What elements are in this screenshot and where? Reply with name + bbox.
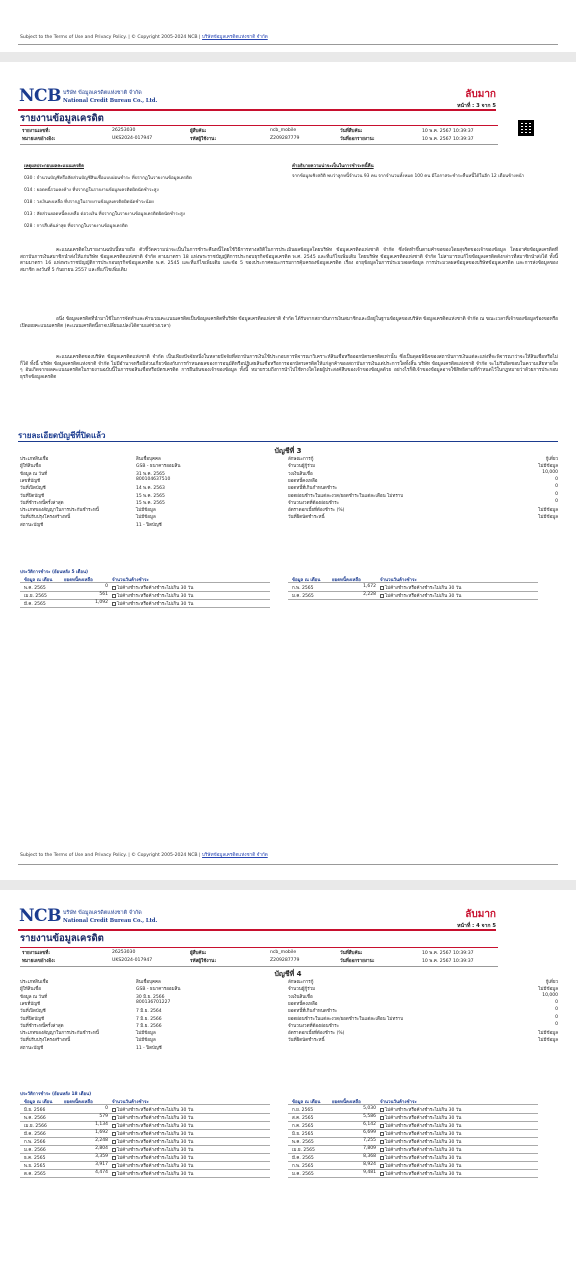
checkbox-icon — [112, 594, 116, 598]
field-value: ไม่มีข้อมูล — [538, 1031, 558, 1037]
reason-code: 028 : การสืบค้นล่าสุด ที่ปรากฏในรายงานข้อมูลเครดิต — [24, 224, 128, 229]
history-month: พ.ย. 2565 — [24, 1164, 46, 1169]
field-label: ประเภทสินเชื่อ — [20, 980, 49, 985]
checkbox-icon — [380, 1116, 384, 1120]
reason-code: 018 : วงเงินคงเหลือ ที่ปรากฏในรายงานข้อมูลเครดิตผิดนัดชำระน้อย — [24, 200, 154, 205]
history-month: พ.ค. 2566 — [24, 1116, 46, 1121]
field-label: ลักษณะการกู้ — [288, 457, 314, 462]
report-page-3 — [0, 62, 576, 880]
history-status-text: ไม่ค้างชำระหรือค้างชำระไม่เกิน 30 วัน — [117, 1124, 194, 1129]
reference-number: UKS2024-017947 — [112, 958, 153, 963]
history-title: ประวัติการชำระ (ย้อนหลัง 18 เดือน) — [20, 1092, 92, 1097]
history-month: ก.ย. 2565 — [292, 1108, 314, 1113]
divider — [18, 44, 558, 45]
history-status-text: ไม่ค้างชำระหรือค้างชำระไม่เกิน 30 วัน — [117, 594, 194, 599]
history-col-balance: ยอดหนี้คงเหลือ — [64, 1100, 93, 1105]
checkbox-icon — [112, 1124, 116, 1128]
history-balance: 8,368 — [363, 1154, 376, 1159]
field-label: ยอดหนี้คงเหลือ — [288, 478, 318, 484]
account-title: บัญชีที่ 3 — [274, 447, 302, 455]
field-label: ประเภทของสัญญาในการประกันชำระหนี้ — [20, 508, 99, 514]
field-label: ยอดผ่อนชำระในแต่ละงวด/ยอดชำระในแต่ละเดือน ไม่ทราบ — [288, 493, 404, 499]
field-label: เลขที่บัญชี — [20, 1001, 41, 1007]
report-meta: รายงานเลขที่: 26253030 ผู้สืบค้น: ncb_mobile วันที่สืบค้น: 10 พ.ค. 2567 10:39:37 หมายเลขอ้างอิง: UKS2024-017947 รหัสผู้ใช้งาน: Z209287779 วันที่ออกรายงาน: 10 พ.ค. 2567 10:39:37 — [20, 125, 498, 145]
field-value: สินเชื่อบุคคล — [136, 980, 161, 985]
field-value: 7 มิ.ย. 2564 — [136, 1009, 162, 1015]
history-col-balance: ยอดหนี้คงเหลือ — [332, 1100, 361, 1105]
disclaimer-paragraph-3: คะแนนเครดิตของบริษัท ข้อมูลเครดิตแห่งชาติ จำกัด เป็นเพียงปัจจัยหนึ่งในหลายปัจจัยที่สถาบันการเงินใช้ประกอบการพิจารณาวิเคราะห์สินเชื่อหรือออกบัตรเครดิตเท่านั้น ซึ่งเป็นดุลยพินิจของสถาบันการเงินแต่ละแห่งที่จะพิจารณาว่าจะให้สินเชื่อหรือไม่ก็ได้ ทั้งนี้ บริษัท ข้อมูลเครดิตแห่งชาติ จำกัด ไม่มีอำนาจหรือมีส่วนเกี่ยวข้องกับการกำหนดผลของการอนุมัติหรือปฏิเสธสินเชื่อหรือการออกบัตรเครดิตให้แก่ลูกค้าของสถาบันการเงินแต่ประการใดทั้งสิ้น บริษัท ข้อมูลเครดิตแห่งชาติ จำกัด จะไม่รับผิดชอบในความเสียหายใด ๆ อันเกิดจากผลคะแนนเครดิตในรายงานฉบับนี้ในการขอสินเชื่อหรือบัตรเครดิต การยืนยันของเจ้าของข้อมูล ทั้งนี้ หมายรวมถึงการนำไปใช้ทางใดโดยผู้ประสงค์สืบของเจ้าของข้อมูลด้วย อย่างไรก็ดีเจ้าของข้อมูลอาจใช้สิทธิตามที่กำหนดไว้ในกฎหมายว่าด้วยการประกอบธุรกิจข้อมูลเครดิต — [20, 355, 558, 380]
history-balance: 5,586 — [363, 1114, 376, 1119]
closed-accounts-heading: รายละเอียดบัญชีที่ปิดแล้ว — [18, 431, 106, 440]
field-value: ไม่มีข้อมูล — [136, 1038, 156, 1044]
user-id: Z209287779 — [270, 958, 300, 963]
history-title: ประวัติการชำระ (ย้อนหลัง 5 เดือน) — [20, 570, 89, 575]
checkbox-icon — [380, 1108, 384, 1112]
history-col-month: ข้อมูล ณ เดือน — [292, 578, 321, 583]
history-status-text: ไม่ค้างชำระหรือค้างชำระไม่เกิน 30 วัน — [117, 1172, 194, 1177]
history-col-month: ข้อมูล ณ เดือน — [24, 578, 53, 583]
checkbox-icon — [112, 1108, 116, 1112]
company-name-en: National Credit Bureau Co., Ltd. — [63, 98, 158, 104]
history-col-balance: ยอดหนี้คงเหลือ — [332, 578, 361, 583]
field-label: วันที่ปิดบัญชี — [20, 493, 45, 499]
history-balance: 2,248 — [95, 1138, 108, 1143]
history-month: เม.ย. 2565 — [292, 1148, 315, 1153]
field-value: กู้เดี่ยว — [545, 980, 558, 985]
field-label: วันที่ชำระหนี้ครั้งล่าสุด — [20, 500, 64, 506]
history-balance: 3,917 — [95, 1162, 108, 1167]
account-title: บัญชีที่ 4 — [274, 970, 302, 978]
history-col-status: จำนวนวันค้างชำระ — [112, 1100, 149, 1105]
history-month: พ.ค. 2565 — [24, 586, 46, 591]
history-balance: 1,672 — [363, 584, 376, 589]
score-description — [292, 162, 542, 180]
history-status-text: ไม่ค้างชำระหรือค้างชำระไม่เกิน 30 วัน — [385, 1116, 462, 1121]
history-month: ก.พ. 2565 — [292, 586, 314, 591]
history-col-month: ข้อมูล ณ เดือน — [292, 1100, 321, 1105]
history-status-text: ไม่ค้างชำระหรือค้างชำระไม่เกิน 30 วัน — [117, 1108, 194, 1113]
field-label: อัตราดอกเบี้ยที่ต้องชำระ (%) — [288, 1031, 345, 1037]
history-status-text: ไม่ค้างชำระหรือค้างชำระไม่เกิน 30 วัน — [385, 1132, 462, 1137]
page-number: หน้าที่ : 4 จาก 5 — [457, 923, 496, 929]
process-date: 10 พ.ค. 2567 10:39:37 — [422, 137, 474, 142]
history-balance: 561 — [99, 592, 108, 597]
history-balance: 579 — [99, 1114, 108, 1119]
field-value: 31 พ.ค. 2565 — [136, 471, 165, 477]
field-value: 0 — [555, 1014, 558, 1020]
field-value: 10,000 — [542, 469, 558, 475]
field-label: วันที่ปรับปรุงโครงสร้างหนี้ — [20, 1038, 71, 1044]
report-number: 26253030 — [112, 128, 136, 133]
history-month: มี.ค. 2565 — [292, 1156, 314, 1161]
reason-code: 013 : สัดส่วนยอดหนี้คงเหลือ ต่อวงเงิน ที่ปรากฏในรายงานข้อมูลเครดิตผิดนัดชำระสูง — [24, 212, 185, 217]
history-col-month: ข้อมูล ณ เดือน — [24, 1100, 53, 1105]
history-balance: 7,809 — [363, 1146, 376, 1151]
field-value: 14 พ.ค. 2563 — [136, 486, 165, 492]
checkbox-icon — [112, 1140, 116, 1144]
report-meta: รายงานเลขที่: 26253030 ผู้สืบค้น: ncb_mobile วันที่สืบค้น: 10 พ.ค. 2567 10:39:37 หมายเลขอ้างอิง: UKS2024-017947 รหัสผู้ใช้งาน: Z209287779 วันที่ออกรายงาน: 10 พ.ค. 2567 10:39:37 — [20, 947, 498, 967]
history-month: มี.ค. 2566 — [24, 1132, 46, 1137]
field-value: ไม่มีข้อมูล — [538, 508, 558, 514]
checkbox-icon — [112, 1164, 116, 1168]
field-value: 0 — [555, 1007, 558, 1013]
field-label: ข้อมูล ณ วันที่ — [20, 994, 48, 1000]
table-rule — [288, 1104, 538, 1105]
history-status-text: ไม่ค้างชำระหรือค้างชำระไม่เกิน 30 วัน — [117, 1132, 194, 1137]
history-balance: 4,474 — [95, 1170, 108, 1175]
field-label: ประเภทของสัญญาในการประกันชำระหนี้ — [20, 1031, 99, 1037]
disclaimer-paragraph-1: คะแนนเครดิตในรายงานฉบับนี้หมายถึง ตัวชี้วัดความน่าจะเป็นในการชำระคืนหนี้โดยใช้วิธีการทางสถิติในการประเมินผลข้อมูลโดยบริษัท ข้อมูลเครดิตแห่งชาติ จำกัด ซึ่งจัดทำขึ้นตามคำขอของโดยสุจริตของเจ้าของข้อมูล โดยอาศัยข้อมูลเครดิตที่สถาบันการเงินสมาชิกนำส่งให้แก่บริษัท ข้อมูลเครดิตแห่งชาติ จำกัด ตามมาตรา 18 แห่งพระราชบัญญัติการประกอบธุรกิจข้อมูลเครดิต พ.ศ. 2545 และที่แก้ไขเพิ่มเติม โดยบริษัท ข้อมูลเครดิตแห่งชาติ จำกัด ไม่สามารถแก้ไขข้อมูลเครดิตดังกล่าวที่สมาชิกนำส่งได้ ทั้งนี้ ตามมาตรา 16 แห่งพระราชบัญญัติการประกอบธุรกิจข้อมูลเครดิต พ.ศ. 2545 และที่แก้ไขเพิ่มเติม และข้อ 5 ของประกาศคณะกรรมการคุ้มครองข้อมูลเครดิต เรื่อง อายุข้อมูลในการประมวลผลข้อมูล การประมวลผลข้อมูลของบริษัทข้อมูลเครดิต และการส่งข้อมูลของสมาชิก ลงวันที่ 5 กันยายน 2557 และที่แก้ไขเพิ่มเติม — [20, 248, 558, 273]
history-balance: 1,692 — [95, 1130, 108, 1135]
field-value: ไม่มีข้อมูล — [538, 1038, 558, 1044]
field-value: กู้เดี่ยว — [545, 457, 558, 462]
history-month: พ.ค. 2565 — [292, 1140, 314, 1145]
field-label: ยอดหนี้ที่เกินกำหนดชำระ — [288, 486, 338, 492]
field-value: GSB - ธนาคารออมสิน — [136, 987, 181, 993]
history-col-status: จำนวนวันค้างชำระ — [380, 578, 417, 583]
field-label: เลขที่บัญชี — [20, 478, 41, 484]
field-label: วันที่เปิดบัญชี — [20, 486, 46, 492]
company-name-th: บริษัท ข้อมูลเครดิตแห่งชาติ จำกัด — [63, 90, 142, 96]
company-name-th: บริษัท ข้อมูลเครดิตแห่งชาติ จำกัด — [63, 910, 142, 916]
history-month: มิ.ย. 2566 — [24, 1108, 46, 1113]
history-status-text: ไม่ค้างชำระหรือค้างชำระไม่เกิน 30 วัน — [385, 1108, 462, 1113]
member-name: ncb_mobile — [270, 950, 297, 955]
history-balance: 8,924 — [363, 1162, 376, 1167]
history-balance: 2,228 — [363, 592, 376, 597]
checkbox-icon — [380, 1140, 384, 1144]
history-status-text: ไม่ค้างชำระหรือค้างชำระไม่เกิน 30 วัน — [117, 1156, 194, 1161]
history-month: ม.ค. 2566 — [24, 1148, 46, 1153]
report-title: รายงานข้อมูลเครดิต — [20, 933, 104, 944]
inquiry-date: 10 พ.ค. 2567 10:39:37 — [422, 951, 474, 956]
field-label: วันที่ปรับปรุงโครงสร้างหนี้ — [20, 515, 71, 521]
field-value: 800136701227 — [136, 999, 171, 1005]
field-label: ข้อมูล ณ วันที่ — [20, 471, 48, 477]
field-value: 0 — [555, 498, 558, 504]
footer-link[interactable]: บริษัทข้อมูลเครดิตแห่งชาติ จำกัด — [202, 35, 268, 40]
report-page-4 — [0, 890, 576, 1280]
field-label: สถานะบัญชี — [20, 522, 44, 528]
disclaimer-paragraph-2: อนึ่ง ข้อมูลเครดิตที่นำมาใช้ในการจัดทำและคำนวณคะแนนเครดิตเป็นข้อมูลเครดิตที่บริษัท ข้อมูลเครดิตแห่งชาติ จำกัด ได้รับจากสถาบันการเงินสมาชิกและมีอยู่ในฐานข้อมูลของบริษัท ข้อมูลเครดิตแห่งชาติ จำกัด ณ ขณะเวลาที่เจ้าของข้อมูลร้องขอหรือเปิดเผยคะแนนเครดิต (คะแนนเครดิตนี้อาจเปลี่ยนแปลงได้ตามแต่ช่วงเวลา) — [20, 317, 558, 329]
secret-label: ลับมาก — [465, 89, 496, 100]
score-reasons-heading: เหตุผลประกอบผลคะแนนเครดิต — [24, 164, 84, 169]
history-col-status: จำนวนวันค้างชำระ — [112, 578, 149, 583]
page-number: หน้าที่ : 3 จาก 5 — [457, 103, 496, 109]
field-label: สถานะบัญชี — [20, 1045, 44, 1051]
reason-code: 014 : ยอดหนี้รวมคงค้าง ที่ปรากฏในรายงานข้อมูลเครดิตผิดนัดชำระสูง — [24, 188, 159, 193]
page-footer — [20, 34, 558, 41]
field-value: 0 — [555, 491, 558, 497]
field-value: 0 — [555, 999, 558, 1005]
field-value: 0 — [555, 1021, 558, 1027]
field-value: ไม่มีข้อมูล — [136, 515, 156, 521]
table-rule — [288, 599, 538, 600]
history-month: ส.ค. 2565 — [292, 1116, 314, 1121]
history-month: ธ.ค. 2565 — [24, 1156, 46, 1161]
secret-label: ลับมาก — [465, 909, 496, 920]
history-status-text: ไม่ค้างชำระหรือค้างชำระไม่เกิน 30 วัน — [385, 1148, 462, 1153]
field-label: จำนวนงวดที่ต้องผ่อนชำระ — [288, 1023, 340, 1029]
field-label: ยอดหนี้คงเหลือ — [288, 1001, 318, 1007]
field-label: วันที่ปิดบัญชี — [20, 1016, 45, 1022]
history-status-text: ไม่ค้างชำระหรือค้างชำระไม่เกิน 30 วัน — [117, 1116, 194, 1121]
history-month: ก.พ. 2566 — [24, 1140, 46, 1145]
field-label: ประเภทสินเชื่อ — [20, 457, 49, 462]
history-status-text: ไม่ค้างชำระหรือค้างชำระไม่เกิน 30 วัน — [385, 1124, 462, 1129]
field-label: วันที่ผิดนัดชำระหนี้ — [288, 515, 325, 521]
field-label: จำนวนผู้กู้ร่วม — [288, 987, 316, 993]
field-value: 11 - ปิดบัญชี — [136, 522, 162, 528]
page-strip-top — [0, 0, 576, 52]
footer-link[interactable]: บริษัทข้อมูลเครดิตแห่งชาติ จำกัด — [202, 853, 268, 858]
history-col-status: จำนวนวันค้างชำระ — [380, 1100, 417, 1105]
field-value: 0 — [555, 484, 558, 490]
history-status-text: ไม่ค้างชำระหรือค้างชำระไม่เกิน 30 วัน — [385, 594, 462, 599]
reason-code: 030 : จำนวนบัญชีหรือสัดส่วนบัญชีสินเชื่อแบบผ่อนชำระ ที่ปรากฏในรายงานข้อมูลเครดิต — [24, 176, 192, 181]
history-month: ก.พ. 2565 — [292, 1164, 314, 1169]
inquiry-date: 10 พ.ค. 2567 10:39:37 — [422, 129, 474, 134]
field-label: จำนวนงวดที่ต้องผ่อนชำระ — [288, 500, 340, 506]
footer-text: Subject to the Terms of Use and Privacy Policy. | © Copyright 2005-2024 NCB | — [20, 35, 201, 40]
checkbox-icon — [380, 1164, 384, 1168]
process-date: 10 พ.ค. 2567 10:39:37 — [422, 959, 474, 964]
history-month: ต.ค. 2565 — [24, 1172, 46, 1177]
field-label: จำนวนผู้กู้ร่วม — [288, 464, 316, 470]
history-balance: 3,359 — [95, 1154, 108, 1159]
field-value: 7 มิ.ย. 2566 — [136, 1023, 162, 1029]
page-footer: Subject to the Terms of Use and Privacy Policy. | © Copyright 2005-2024 NCB | บริษัทข้อมูลเครดิตแห่งชาติ จำกัด — [20, 853, 268, 858]
history-month: เม.ย. 2565 — [24, 594, 47, 599]
field-label: ผู้ให้สินเชื่อ — [20, 987, 41, 993]
checkbox-icon — [112, 602, 116, 606]
history-status-text: ไม่ค้างชำระหรือค้างชำระไม่เกิน 30 วัน — [117, 1164, 194, 1169]
history-balance: 5,030 — [363, 1106, 376, 1111]
report-title: รายงานข้อมูลเครดิต — [20, 113, 104, 124]
table-rule — [20, 1177, 270, 1178]
reference-number: UKS2024-017947 — [112, 136, 153, 141]
history-balance: 2,804 — [95, 1146, 108, 1151]
history-balance: 0 — [105, 584, 108, 589]
history-status-text: ไม่ค้างชำระหรือค้างชำระไม่เกิน 30 วัน — [117, 602, 194, 607]
history-balance: 1,134 — [95, 1122, 108, 1127]
field-value: ไม่มีข้อมูล — [538, 987, 558, 993]
history-month: เม.ย. 2566 — [24, 1124, 47, 1129]
history-month: ม.ค. 2565 — [292, 1172, 314, 1177]
field-value: ไม่มีข้อมูล — [538, 515, 558, 521]
score-description-text: จากข้อมูลเชิงสถิติ พบว่าลูกหนี้จำนวน 93 คน จากจำนวนทั้งหมด 100 คน มีโอกาสจะชำระคืนหนี้ได้ในอีก 12 เดือนข้างหน้า — [292, 174, 525, 179]
score-reasons — [24, 162, 284, 229]
field-label: วันที่ชำระหนี้ครั้งล่าสุด — [20, 1023, 64, 1029]
table-rule — [20, 582, 270, 583]
field-value: 0 — [555, 476, 558, 482]
field-label: อัตราดอกเบี้ยที่ต้องชำระ (%) — [288, 508, 345, 514]
field-value: 15 พ.ค. 2565 — [136, 493, 165, 499]
history-balance: 6,699 — [363, 1130, 376, 1135]
checkbox-icon — [112, 1172, 116, 1176]
report-number: 26253030 — [112, 950, 136, 955]
table-rule — [20, 607, 270, 608]
field-value: 30 มิ.ย. 2566 — [136, 994, 165, 1000]
history-status-text: ไม่ค้างชำระหรือค้างชำระไม่เกิน 30 วัน — [385, 1140, 462, 1145]
checkbox-icon — [380, 594, 384, 598]
history-balance: 6,142 — [363, 1122, 376, 1127]
history-status-text: ไม่ค้างชำระหรือค้างชำระไม่เกิน 30 วัน — [117, 1148, 194, 1153]
field-value: สินเชื่อบุคคล — [136, 457, 161, 462]
field-value: ไม่มีข้อมูล — [136, 508, 156, 514]
checkbox-icon — [112, 1148, 116, 1152]
field-label: ยอดหนี้ที่เกินกำหนดชำระ — [288, 1009, 338, 1015]
history-status-text: ไม่ค้างชำระหรือค้างชำระไม่เกิน 30 วัน — [385, 1164, 462, 1169]
member-name: ncb_mobile — [270, 128, 297, 133]
score-description-heading: คำอธิบายความน่าจะเป็นในการชำระหนี้คืน — [292, 164, 374, 169]
ncb-logo: NCB — [19, 86, 61, 106]
checkbox-icon — [380, 1132, 384, 1136]
history-status-text: ไม่ค้างชำระหรือค้างชำระไม่เกิน 30 วัน — [117, 586, 194, 591]
field-label: ผู้ให้สินเชื่อ — [20, 464, 41, 470]
checkbox-icon — [112, 586, 116, 590]
field-value: 7 มิ.ย. 2566 — [136, 1016, 162, 1022]
checkbox-icon — [112, 1116, 116, 1120]
history-balance: 7,255 — [363, 1138, 376, 1143]
field-label: ยอดผ่อนชำระในแต่ละงวด/ยอดชำระในแต่ละเดือน ไม่ทราบ — [288, 1016, 404, 1022]
divider — [18, 864, 558, 865]
checkbox-icon — [112, 1132, 116, 1136]
field-label: วงเงินสินเชื่อ — [288, 994, 313, 1000]
history-status-text: ไม่ค้างชำระหรือค้างชำระไม่เกิน 30 วัน — [385, 1172, 462, 1177]
history-balance: 1,092 — [95, 600, 108, 605]
field-value: 11 - ปิดบัญชี — [136, 1045, 162, 1051]
qr-code-icon — [518, 120, 534, 136]
table-rule — [288, 1177, 538, 1178]
field-label: วันที่ผิดนัดชำระหนี้ — [288, 1038, 325, 1044]
field-label: ลักษณะการกู้ — [288, 980, 314, 985]
history-status-text: ไม่ค้างชำระหรือค้างชำระไม่เกิน 30 วัน — [385, 586, 462, 591]
table-rule — [288, 582, 538, 583]
field-value: ไม่มีข้อมูล — [136, 1031, 156, 1037]
section-divider — [18, 441, 558, 442]
field-value: GSB - ธนาคารออมสิน — [136, 464, 181, 470]
history-status-text: ไม่ค้างชำระหรือค้างชำระไม่เกิน 30 วัน — [117, 1140, 194, 1145]
history-month: มี.ค. 2565 — [24, 602, 46, 607]
checkbox-icon — [380, 1148, 384, 1152]
field-label: วันที่เปิดบัญชี — [20, 1009, 46, 1015]
history-month: ก.ค. 2565 — [292, 1124, 314, 1129]
field-label: วงเงินสินเชื่อ — [288, 471, 313, 477]
checkbox-icon — [380, 1172, 384, 1176]
user-id: Z209287779 — [270, 136, 300, 141]
history-balance: 9,481 — [363, 1170, 376, 1175]
history-month: มิ.ย. 2565 — [292, 1132, 314, 1137]
history-month: ม.ค. 2565 — [292, 594, 314, 599]
field-value: 15 พ.ค. 2565 — [136, 500, 165, 506]
field-value: ไม่มีข้อมูล — [538, 464, 558, 470]
table-rule — [20, 1104, 270, 1105]
field-value: 800104637510 — [136, 476, 171, 482]
checkbox-icon — [380, 1156, 384, 1160]
ncb-logo: NCB — [19, 906, 61, 926]
checkbox-icon — [112, 1156, 116, 1160]
history-balance: 0 — [105, 1106, 108, 1111]
checkbox-icon — [380, 586, 384, 590]
checkbox-icon — [380, 1124, 384, 1128]
company-name-en: National Credit Bureau Co., Ltd. — [63, 918, 158, 924]
history-status-text: ไม่ค้างชำระหรือค้างชำระไม่เกิน 30 วัน — [385, 1156, 462, 1161]
field-value: 10,000 — [542, 992, 558, 998]
history-col-balance: ยอดหนี้คงเหลือ — [64, 578, 93, 583]
